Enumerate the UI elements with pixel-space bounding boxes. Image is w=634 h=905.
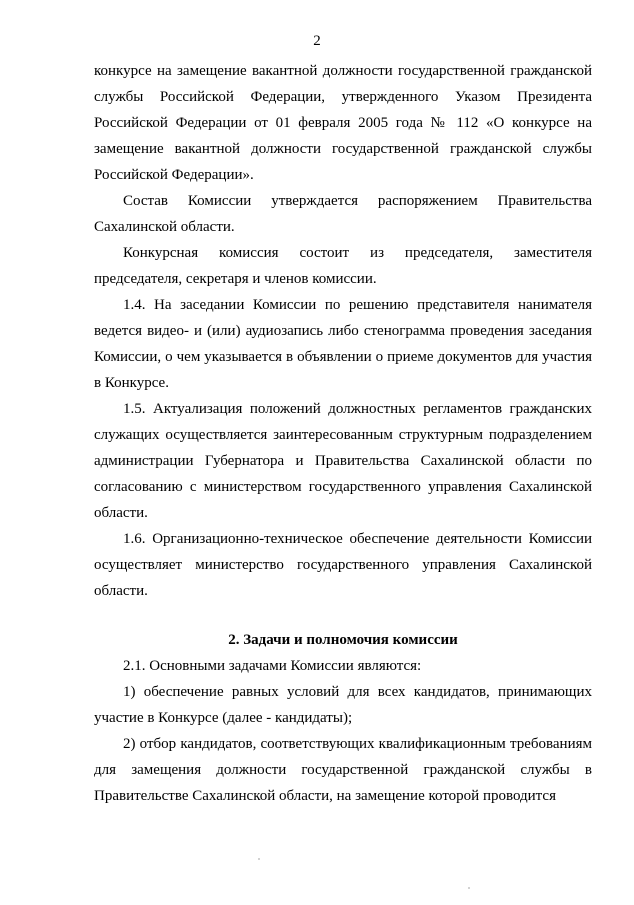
paragraph-continuation: конкурсе на замещение вакантной должности государственной гражданской службы Российской Федерации, утвержденного Указом Президента Российской Федерации от 01 февраля 2005 года № 112 «О конкурсе на замещение вакантной должности государственной гражданской службы Российской Федерации». <box>94 63 592 183</box>
section-2-heading: 2. Задачи и полномочия комиссии <box>228 632 458 648</box>
paragraph-1-5: 1.5. Актуализация положений должностных регламентов гражданских служащих осуществляется заинтересованным структурным подразделением администрации Губернатора и Правительства Сахалинской области по согласованию с министерством государственного управления Сахалинской области. <box>94 401 592 521</box>
paragraph-1-4: 1.4. На заседании Комиссии по решению представителя нанимателя ведется видео- и (или) аудиозапись либо стенограмма проведения заседания Комиссии, о чем указывается в объявлении о приеме документов для участия в Конкурсе. <box>94 297 592 391</box>
paragraph-commission-composition: Состав Комиссии утверждается распоряжением Правительства Сахалинской области. <box>94 193 592 235</box>
document-body <box>94 58 592 809</box>
paragraph-2-1: 2.1. Основными задачами Комиссии являются: <box>123 658 422 674</box>
paragraph-2-1-item-1: 1) обеспечение равных условий для всех кандидатов, принимающих участие в Конкурсе (далее - кандидаты); <box>94 684 592 726</box>
paragraph-1-6: 1.6. Организационно-техническое обеспечение деятельности Комиссии осуществляет министерство государственного управления Сахалинской области. <box>94 531 592 599</box>
scan-speck <box>258 858 260 860</box>
paragraph-2-1-item-2: 2) отбор кандидатов, соответствующих квалификационным требованиям для замещения должности государственной гражданской службы в Правительстве Сахалинской области, на замещение которой проводится <box>94 736 592 804</box>
paragraph-commission-members: Конкурсная комиссия состоит из председателя, заместителя председателя, секретаря и членов комиссии. <box>94 245 592 287</box>
page-number: 2 <box>313 33 321 49</box>
scan-speck <box>468 887 470 889</box>
